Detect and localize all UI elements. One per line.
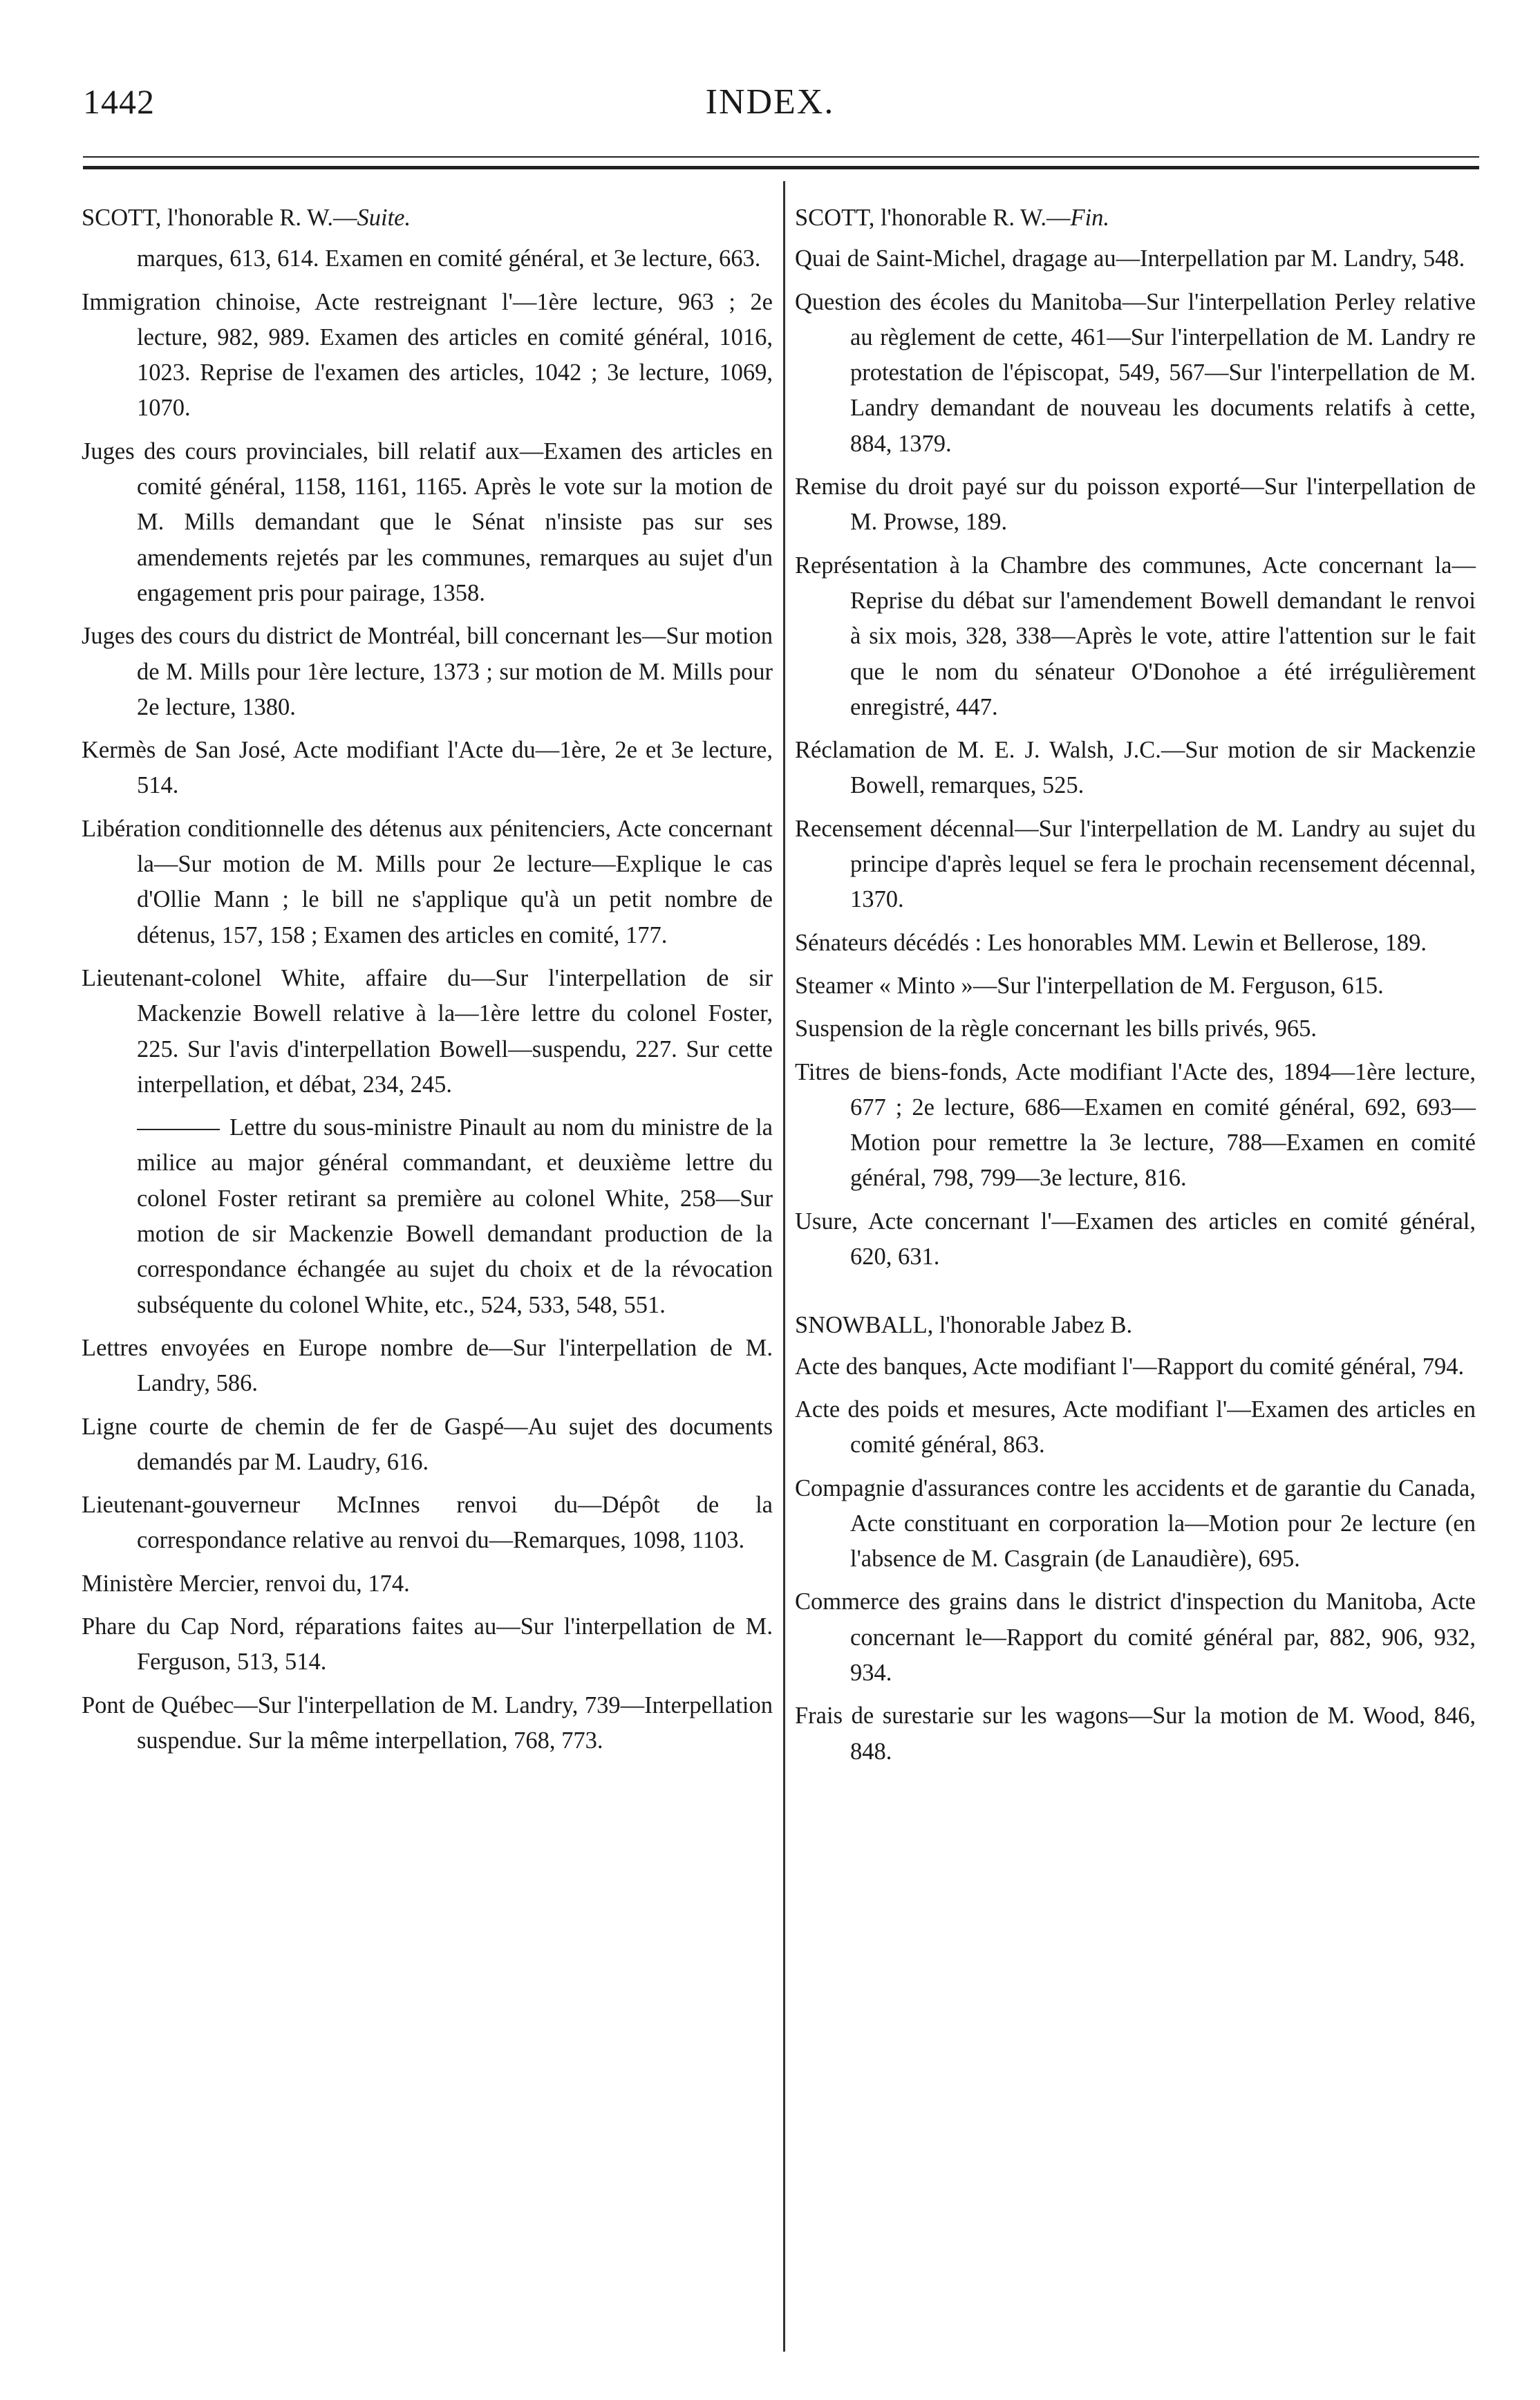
index-entry: Frais de surestarie sur les wagons—Sur la motion de M. Wood, 846, 848. [795,1703,1476,1765]
index-entry: Acte des poids et mesures, Acte modifiant l'—Examen des articles en comité général, 863. [795,1396,1476,1459]
heading-name: SCOTT, l'honorable R. W.— [82,205,357,231]
index-entry: Usure, Acte concernant l'—Examen des articles en comité général, 620, 631. [795,1208,1476,1271]
index-entry: Compagnie d'assurances contre les accidents et de garantie du Canada, Acte constituant en corporation la—Motion pour 2e lecture (en l'absence de M. Casgrain (de Lanaudière), 695. [795,1474,1476,1573]
index-entry: Acte des banques, Acte modifiant l'—Rapport du comité général, 794. [795,1353,1465,1380]
right-heading [795,200,1476,236]
index-entry: Titres de biens-fonds, Acte modifiant l'Acte des, 1894—1ère lecture, 677 ; 2e lecture, 686—Examen en comité général, 692, 693—Motion pour remettre la 3e lecture, 788—Examen en comité général, 798, 799—3e lecture, 816. [795,1058,1476,1192]
index-entry: Lieutenant-colonel White, affaire du—Sur l'interpellation de sir Mackenzie Bowell relative à la—1ère lettre du colonel Foster, 225. Sur l'avis d'interpellation Bowell—suspendu, 227. Sur cette interpellation, et débat, 234, 245. [82,964,773,1098]
header-rule-thick [83,166,1479,169]
index-entry: Sénateurs décédés : Les honorables MM. Lewin et Bellerose, 189. [795,929,1427,956]
index-entry: Réclamation de M. E. J. Walsh, J.C.—Sur motion de sir Mackenzie Bowell, remarques, 525. [795,737,1476,799]
index-entry: Quai de Saint-Michel, dragage au—Interpellation par M. Landry, 548. [795,245,1465,272]
index-entry: Suspension de la règle concernant les bills privés, 965. [795,1015,1317,1042]
index-entry: Phare du Cap Nord, réparations faites au—Sur l'interpellation de M. Ferguson, 513, 514. [82,1613,773,1676]
snowball-heading: SNOWBALL, l'honorable Jabez B. [795,1312,1133,1339]
left-column [82,200,773,1766]
index-entry: Immigration chinoise, Acte restreignant l'—1ère lecture, 963 ; 2e lecture, 982, 989. Examen des articles en comité général, 1016, 1023. Reprise de l'examen des articles, 1042 ; 3e lecture, 1069, 1070. [82,288,773,422]
index-entry: Recensement décennal—Sur l'interpellation de M. Landry au sujet du principe d'après lequel se fera le prochain recensement décennal, 1370. [795,815,1476,913]
index-entry: Steamer « Minto »—Sur l'interpellation de M. Ferguson, 615. [795,972,1384,999]
entry-text: Lettre du sous-ministre Pinault au nom du ministre de la milice au major général commandant, et deuxième lettre du colonel Foster retirant sa première au colonel White, 258—Sur motion de sir Mackenzie Bowell demandant production de la correspondance échangée au sujet du choix et de la révocation subséquente du colonel White, etc., 524, 533, 548, 551. [137,1114,773,1318]
header-rule-thin [83,156,1479,158]
index-entry: Question des écoles du Manitoba—Sur l'interpellation Perley relative au règlement de cette, 461—Sur l'interpellation de M. Landry re protestation de l'épiscopat, 549, 567—Sur l'interpellation de M. Landry demandant de nouveau les documents relatifs à cette, 884, 1379. [795,288,1476,457]
index-entry: Lettres envoyées en Europe nombre de—Sur l'interpellation de M. Landry, 586. [82,1334,773,1397]
index-entry: Ministère Mercier, renvoi du, 174. [82,1570,410,1597]
index-entry: Lieutenant-gouverneur McInnes renvoi du—Dépôt de la correspondance relative au renvoi du—Remarques, 1098, 1103. [82,1492,773,1554]
index-entry: Libération conditionnelle des détenus aux pénitenciers, Acte concernant la—Sur motion de M. Mills pour 2e lecture—Explique le cas d'Ollie Mann ; le bill ne s'applique qu'à un petit nombre de détenus, 157, 158 ; Examen des articles en comité, 177. [82,815,773,948]
index-entry: Juges des cours du district de Montréal, bill concernant les—Sur motion de M. Mills pour 1ère lecture, 1373 ; sur motion de M. Mills pour 2e lecture, 1380. [82,623,773,720]
left-heading [82,200,773,236]
heading-suffix: Fin. [1070,205,1110,231]
index-entry: Remise du droit payé sur du poisson exporté—Sur l'interpellation de M. Prowse, 189. [795,474,1476,536]
column-divider [783,181,785,2352]
index-entry: Pont de Québec—Sur l'interpellation de M. Landry, 739—Interpellation suspendue. Sur la même interpellation, 768, 773. [82,1691,773,1754]
index-entry: Commerce des grains dans le district d'inspection du Manitoba, Acte concernant le—Rapport du comité général par, 882, 906, 932, 934. [795,1588,1476,1686]
page-number: 1442 [83,82,155,121]
index-entry: Représentation à la Chambre des communes, Acte concernant la—Reprise du débat sur l'amendement Bowell demandant le renvoi à six mois, 328, 338—Après le vote, attire l'attention sur le fait que le nom du sénateur O'Donohoe a été irrégulièrement enregistré, 447. [795,552,1476,720]
ditto-dash [137,1129,220,1130]
right-column [795,200,1476,1777]
heading-suffix: Suite. [357,205,411,231]
index-entry: Kermès de San José, Acte modifiant l'Acte du—1ère, 2e et 3e lecture, 514. [82,737,773,799]
index-entry-continuation [82,1110,773,1323]
index-entry: marques, 613, 614. Examen en comité général, et 3e lecture, 663. [137,245,761,272]
index-entry: Ligne courte de chemin de fer de Gaspé—Au sujet des documents demandés par M. Laudry, 616. [82,1413,773,1475]
running-head: INDEX. [705,82,835,122]
heading-name: SCOTT, l'honorable R. W.— [795,205,1071,231]
index-entry: Juges des cours provinciales, bill relatif aux—Examen des articles en comité général, 1158, 1161, 1165. Après le vote sur la motion de M. Mills demandant que le Sénat n'insiste pas sur ses amendements rejetés par les communes, remarques au sujet d'un engagement pris pour pairage, 1358. [82,438,773,606]
